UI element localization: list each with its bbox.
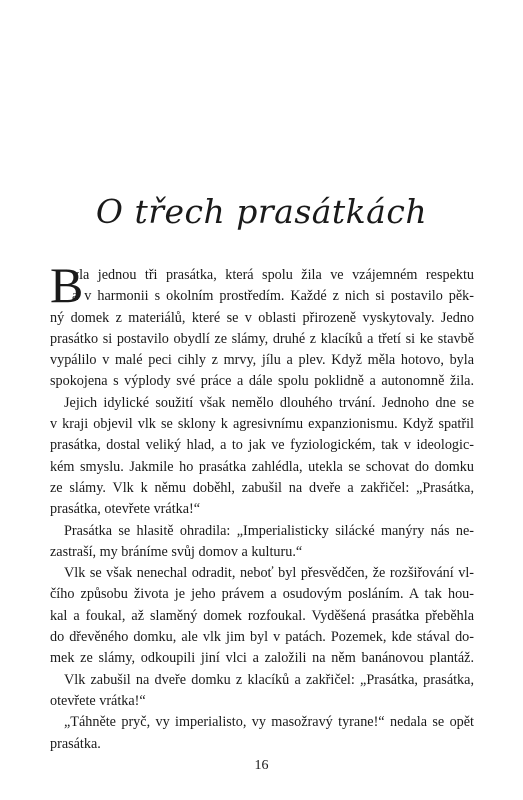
text-line: prasátko si postavilo obydlí ze slámy, druhé z klacíků a třetí si ke stavbě — [50, 330, 474, 347]
text-line: mek ze slámy, odkoupili jiní vlci a založili na něm banánovou plantáž. — [50, 650, 474, 667]
text-line: ný domek z materiálů, které se v oblasti přirozeně vyskytovaly. Jedno — [50, 309, 474, 326]
text-line: čího způsobu života je jeho právem a osudovým posláním. A tak hou- — [50, 586, 474, 603]
page-number: 16 — [254, 758, 269, 773]
text-line: vypálilo v malé peci cihly z mrvy, jílu a plev. Když měla hotovo, byla — [50, 352, 474, 369]
text-line: do dřevěného domku, ale vlk jim byl v patách. Pozemek, kde stával do- — [50, 629, 474, 646]
text-line: prasátka. — [50, 735, 101, 752]
text-line: zastraší, my bráníme svůj domov a kulturu.“ — [50, 543, 303, 560]
text-line: Vlk se však nenechal odradit, neboť byl přesvědčen, že rozšiřování vl- — [64, 565, 474, 582]
text-line: Jejich idylické soužití však nemělo dlouhého trvání. Jednoho dne se — [64, 394, 474, 411]
text-line: Prasátka se hlasitě ohradila: „Imperialisticky silácké manýry nás ne- — [64, 522, 474, 539]
text-line: prasátka, dostal veliký hlad, a to jak ve fyziologickém, tak v ideologic- — [50, 437, 474, 454]
text-line: kém smyslu. Jakmile ho prasátka zahlédla, utekla se schovat do domku — [50, 458, 474, 475]
text-line: otevřete vrátka!“ — [50, 692, 146, 709]
text-line: ze slámy. Vlk k němu doběhl, zabušil na dveře a zakřičel: „Prasátka, — [50, 479, 474, 496]
text-line: kal a foukal, až slaměný domek rozfoukal. Vyděšená prasátka přeběhla — [50, 607, 474, 624]
drop-cap: B — [50, 257, 84, 313]
text-line: „Táhněte pryč, vy imperialisto, vy masožravý tyrane!“ nedala se opět — [64, 714, 474, 731]
text-line: Vlk zabušil na dveře domku z klacíků a zakřičel: „Prasátka, prasátka, — [64, 671, 474, 688]
body-text — [50, 257, 474, 755]
chapter-title: O třech prasátkách — [95, 192, 428, 232]
text-line: a v harmonii s okolním prostředím. Každé z nich si postavilo pěk- — [72, 288, 474, 305]
text-line: prasátka, otevřete vrátka!“ — [50, 501, 201, 518]
text-line: yla jednou tři prasátka, která spolu žila ve vzájemném respektu — [72, 267, 474, 283]
text-line: spokojena s výplody své práce a dále spolu poklidně a autonomně žila. — [50, 373, 474, 390]
text-line: v kraji objevil vlk se sklony k agresivnímu expanzionismu. Když spatřil — [50, 416, 474, 433]
